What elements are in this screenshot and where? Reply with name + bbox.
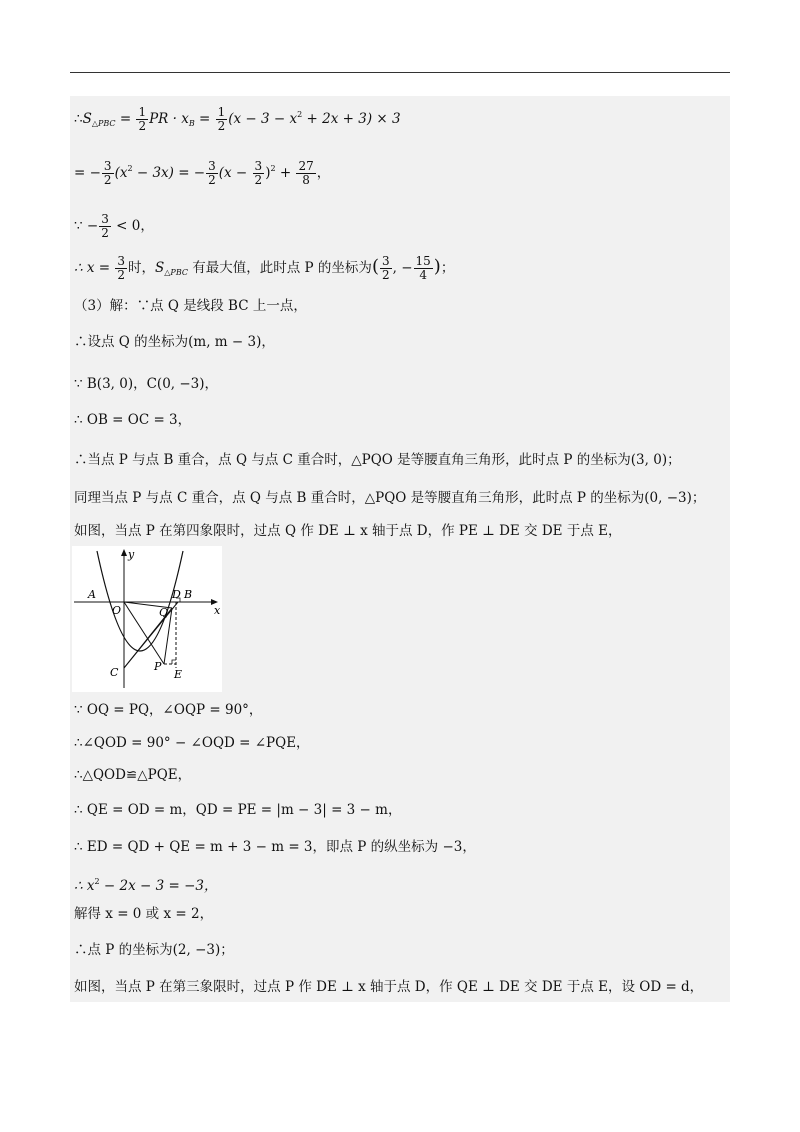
label-b: B: [184, 588, 193, 601]
fraction: $\frac{3}{2}$: [117, 254, 126, 282]
line-oq-pq: ∵ OQ = PQ，∠OQP = 90°，: [74, 702, 263, 718]
label-o: O: [112, 604, 122, 617]
line-ed-length: ∴ ED = QD + QE = m + 3 − m = 3，即点 P 的纵坐标为 −3，: [74, 839, 476, 855]
line-q-coordinate: ∴设点 Q 的坐标为(m, m − 3)，: [74, 334, 275, 350]
label-y: y: [128, 548, 135, 561]
line-solve: 解得 x = 0 或 x = 2，: [74, 906, 214, 922]
line-third-quadrant: 如图，当点 P 在第三象限时，过点 P 作 DE ⊥ x 轴于点 D，作 QE ⊥ DE 交 DE 于点 E，设 OD = d，: [74, 979, 704, 995]
fraction: $\frac{3}{2}$: [208, 159, 216, 187]
line-equation: ∴ $x^2 - 2x - 3 = -3$，: [74, 877, 218, 894]
fraction: $\frac{3}{2}$: [101, 212, 109, 240]
label-q: Q: [159, 606, 169, 619]
label-d: D: [172, 588, 181, 601]
parabola-diagram: [72, 546, 222, 692]
fraction: $\frac{15}{4}$: [415, 254, 431, 282]
header-rule: [70, 72, 730, 73]
label-c: C: [110, 666, 119, 679]
line-coefficient-negative: ∵ − $\frac{3}{2}$ < 0，: [74, 212, 154, 240]
line-case-c: 同理当点 P 与点 C 重合，点 Q 与点 B 重合时，△PQO 是等腰直角三角形，此时点 P 的坐标为(0, −3)；: [74, 490, 706, 506]
fraction: $\frac{27}{8}$: [298, 159, 314, 187]
label-x: x: [214, 604, 221, 617]
fraction: $\frac{1}{2}$: [217, 105, 226, 133]
fraction: $\frac{3}{2}$: [103, 159, 112, 187]
line-segments-equal: ∴ QE = OD = m，QD = PE = |m − 3| = 3 − m，: [74, 802, 402, 818]
line-max-value: ∴ x = $\frac{3}{2}$ 时，$S_{\triangle PBC}$ 有最大值，此时点 P 的坐标为( $\frac{3}{2}$ , − $\frac{15}{4}$ )；: [74, 254, 455, 282]
line-congruent: ∴△QOD≌△PQE，: [74, 767, 192, 783]
line-part3-intro: （3）解：∵点 Q 是线段 BC 上一点，: [74, 298, 307, 314]
fraction: $\frac{1}{2}$: [138, 105, 147, 133]
line-fourth-quadrant: 如图，当点 P 在第四象限时，过点 Q 作 DE ⊥ x 轴于点 D，作 PE ⊥ DE 交 DE 于点 E，: [74, 523, 622, 539]
label-a: A: [88, 588, 96, 601]
fraction: $\frac{3}{2}$: [254, 159, 263, 187]
label-p: P: [154, 660, 162, 673]
line-ob-oc: ∴ OB = OC = 3，: [74, 412, 192, 428]
line-b-c-points: ∵ B(3, 0)，C(0, −3)，: [74, 376, 219, 392]
line-angle-relation: ∴∠QOD = 90° − ∠OQD = ∠PQE，: [74, 735, 310, 751]
geometry-figure: [72, 546, 222, 696]
line-p-coordinate: ∴点 P 的坐标为(2, −3)；: [74, 942, 234, 958]
label-e: E: [174, 668, 183, 681]
line-case-b: ∴当点 P 与点 B 重合，点 Q 与点 C 重合时，△PQO 是等腰直角三角形，此时点 P 的坐标为(3, 0)；: [74, 452, 681, 468]
line-vertex-form: = − $\frac{3}{2}$ $(x^2 - 3x)$ = − $\frac{3}{2}$ (x − $\frac{3}{2}$ )$^2$ + $\frac{27}{8}$ ，: [74, 159, 331, 187]
fraction: $\frac{3}{2}$: [381, 254, 390, 282]
line-area-formula: $\therefore S_{\triangle PBC}$ = $\frac{1}{2}$ PR · $x_B$ = $\frac{1}{2}$ $(x - 3 - x^2 + 2x + 3) \times 3$: [74, 105, 401, 133]
figure-background: [72, 546, 222, 692]
